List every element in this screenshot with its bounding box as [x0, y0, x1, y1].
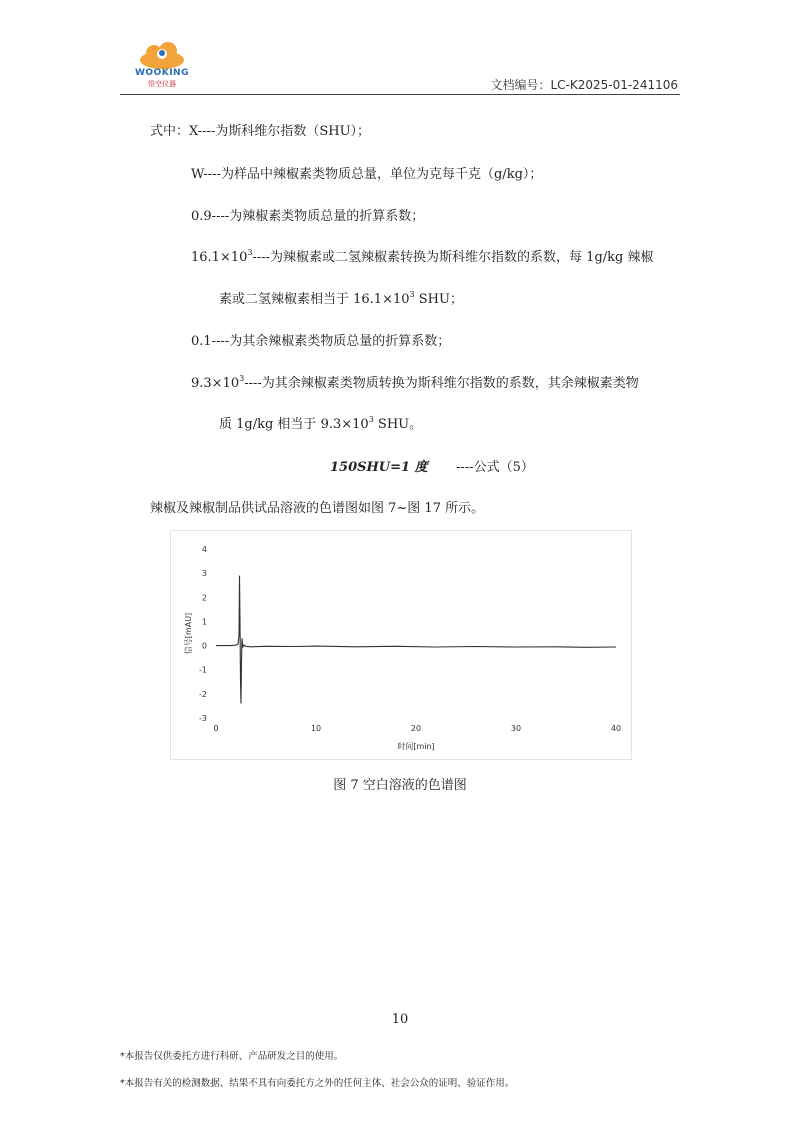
definition-w: W----为样品中辣椒素类物质总量，单位为克每千克（g/kg）； — [191, 167, 543, 182]
x-tick-label: 20 — [410, 724, 422, 733]
formula-5: 150SHU=1 度 — [330, 460, 428, 475]
definition-0-9: 0.9----为辣椒素类物质总量的折算系数； — [191, 209, 425, 224]
y-tick-label: 4 — [201, 545, 207, 554]
definition-16-1 — [191, 250, 654, 266]
definition-0-1: 0.1----为其余辣椒素类物质总量的折算系数； — [191, 334, 451, 349]
formula-label: ----公式（5） — [456, 460, 534, 475]
figure-intro: 辣椒及辣椒制品供试品溶液的色谱图如图 7~图 17 所示。 — [150, 501, 485, 516]
coef-exponent: 3 — [409, 290, 415, 299]
coef-text: ----为辣椒素或二氢辣椒素转换为斯科维尔指数的系数，每 1g/kg 辣椒 — [252, 250, 654, 265]
y-axis-label: 信号[mAU] — [184, 612, 193, 655]
coef-text: 质 1g/kg 相当于 9.3×10 — [219, 417, 369, 432]
x-tick-label: 40 — [610, 724, 622, 733]
x-tick-label: 10 — [310, 724, 322, 733]
x-tick-label: 30 — [510, 724, 522, 733]
coef-value: 16.1×10 — [191, 250, 248, 265]
y-tick-label: 1 — [201, 617, 207, 627]
logo-mark-icon — [132, 40, 192, 70]
y-tick-label: -1 — [199, 665, 207, 675]
figure-caption: 图 7 空白溶液的色谱图 — [333, 778, 467, 793]
chromatogram-figure — [170, 530, 632, 760]
y-tick-label: 3 — [201, 569, 207, 579]
coef-text: SHU； — [414, 292, 463, 307]
y-tick-label: 2 — [201, 593, 207, 603]
header-divider — [120, 94, 680, 95]
coef-exponent: 3 — [368, 415, 374, 424]
coef-exponent: 3 — [239, 374, 245, 383]
series-line — [216, 576, 616, 704]
logo-text: WOOKING — [135, 68, 189, 78]
footer-note-2: *本报告有关的检测数据、结果不具有向委托方之外的任何主体、社会公众的证明、验证作用。 — [120, 1078, 515, 1089]
x-axis-label: 时间[min] — [397, 742, 435, 751]
definition-9-3 — [191, 376, 639, 392]
document-number: 文档编号：LC-K2025-01-241106 — [490, 78, 678, 92]
definition-9-3-cont — [219, 417, 422, 433]
coef-text: 素或二氢辣椒素相当于 16.1×10 — [219, 292, 410, 307]
logo-subtext: 悟空仪器 — [148, 80, 176, 88]
company-logo — [132, 40, 192, 90]
footer-note-1: *本报告仅供委托方进行科研、产品研发之目的使用。 — [120, 1051, 344, 1062]
x-tick-label: 0 — [213, 724, 219, 733]
coef-value: 9.3×10 — [191, 376, 240, 391]
y-tick-label: -2 — [199, 689, 207, 699]
coef-exponent: 3 — [247, 248, 253, 257]
chromatogram-chart — [171, 531, 631, 759]
definition-16-1-cont — [219, 292, 463, 308]
coef-text: ----为其余辣椒素类物质转换为斯科维尔指数的系数，其余辣椒素类物 — [244, 376, 639, 391]
page-number: 10 — [391, 1012, 409, 1027]
definition-x: 式中：X----为斯科维尔指数（SHU）； — [150, 124, 371, 139]
y-tick-label: 0 — [201, 641, 207, 651]
y-tick-label: -3 — [199, 714, 207, 723]
coef-text: SHU。 — [373, 417, 423, 432]
